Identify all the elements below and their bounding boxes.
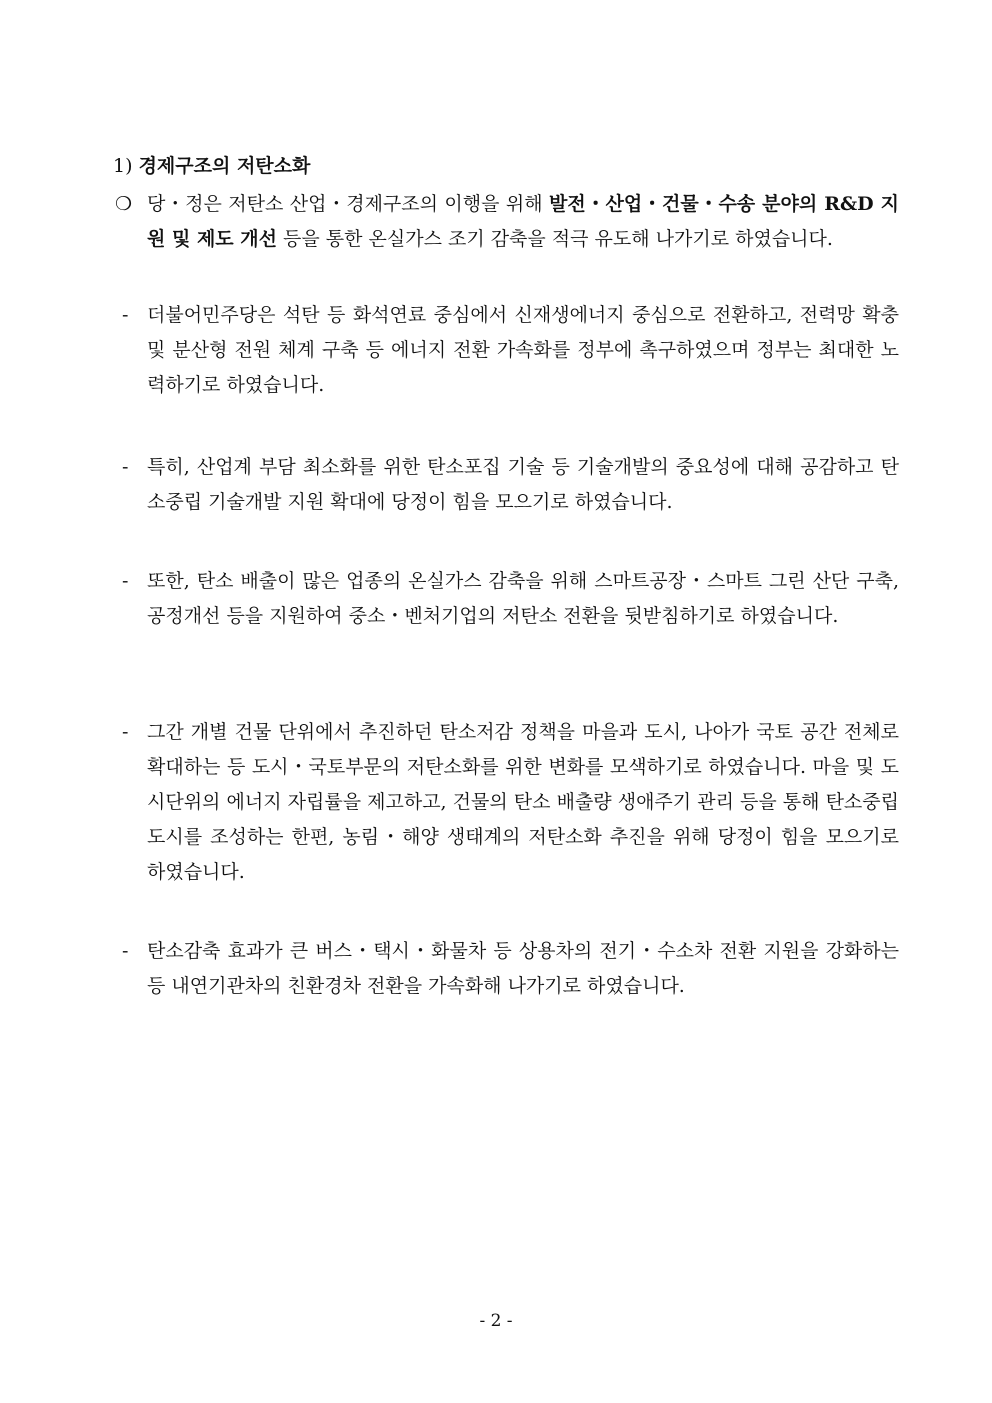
circle-bullet-icon: ❍ bbox=[115, 193, 133, 215]
dash-item-text: 그간 개별 건물 단위에서 추진하던 탄소저감 정책을 마을과 도시, 나아가 국토 공간 전체로 확대하는 등 도시・국토부문의 저탄소화를 위한 변화를 모색하기로 하였습니다. 마을 및 도시단위의 에너지 자립률을 제고하고, 건물의 탄소 배출량 생애주기 관리 등을 통해 탄소중립도시를 조성하는 한편, 농림・해양 생태계의 저탄소화 추진을 위해 당정이 힘을 모으기로 하였습니다. bbox=[147, 721, 899, 883]
main-item-text-after: 등을 통한 온실가스 조기 감축을 적극 유도해 나가기로 하였습니다. bbox=[276, 228, 833, 250]
section-number: 1) bbox=[113, 155, 133, 177]
main-item-text-before: 당・정은 저탄소 산업・경제구조의 이행을 위해 bbox=[147, 193, 550, 215]
section-heading bbox=[113, 152, 310, 180]
main-bullet-item bbox=[115, 187, 899, 257]
dash-item-text: 특히, 산업계 부담 최소화를 위한 탄소포집 기술 등 기술개발의 중요성에 대해 공감하고 탄소중립 기술개발 지원 확대에 당정이 힘을 모으기로 하였습니다. bbox=[147, 456, 899, 513]
dash-marker: - bbox=[122, 940, 129, 962]
dash-item-3 bbox=[122, 564, 899, 634]
section-title: 경제구조의 저탄소화 bbox=[138, 155, 311, 177]
dash-item-text: 더불어민주당은 석탄 등 화석연료 중심에서 신재생에너지 중심으로 전환하고, 전력망 확충 및 분산형 전원 체계 구축 등 에너지 전환 가속화를 정부에 촉구하였으며 정부는 최대한 노력하기로 하였습니다. bbox=[147, 304, 899, 396]
dash-item-2 bbox=[122, 450, 899, 520]
dash-item-text: 탄소감축 효과가 큰 버스・택시・화물차 등 상용차의 전기・수소차 전환 지원을 강화하는 등 내연기관차의 친환경차 전환을 가속화해 나가기로 하였습니다. bbox=[147, 940, 899, 997]
dash-marker: - bbox=[122, 304, 129, 326]
dash-item-text: 또한, 탄소 배출이 많은 업종의 온실가스 감축을 위해 스마트공장・스마트 그린 산단 구축, 공정개선 등을 지원하여 중소・벤처기업의 저탄소 전환을 뒷받침하기로 하였습니다. bbox=[147, 570, 899, 627]
dash-marker: - bbox=[122, 456, 129, 478]
dash-marker: - bbox=[122, 721, 129, 743]
main-item-bold-text: 발전・산업・건물・수송 분야의 R&D 지원 및 제도 개선 bbox=[147, 193, 899, 250]
dash-item-4 bbox=[122, 715, 899, 890]
dash-item-5 bbox=[122, 934, 899, 1004]
dash-item-1 bbox=[122, 298, 899, 403]
dash-marker: - bbox=[122, 570, 129, 592]
page-number: - 2 - bbox=[479, 1311, 513, 1331]
